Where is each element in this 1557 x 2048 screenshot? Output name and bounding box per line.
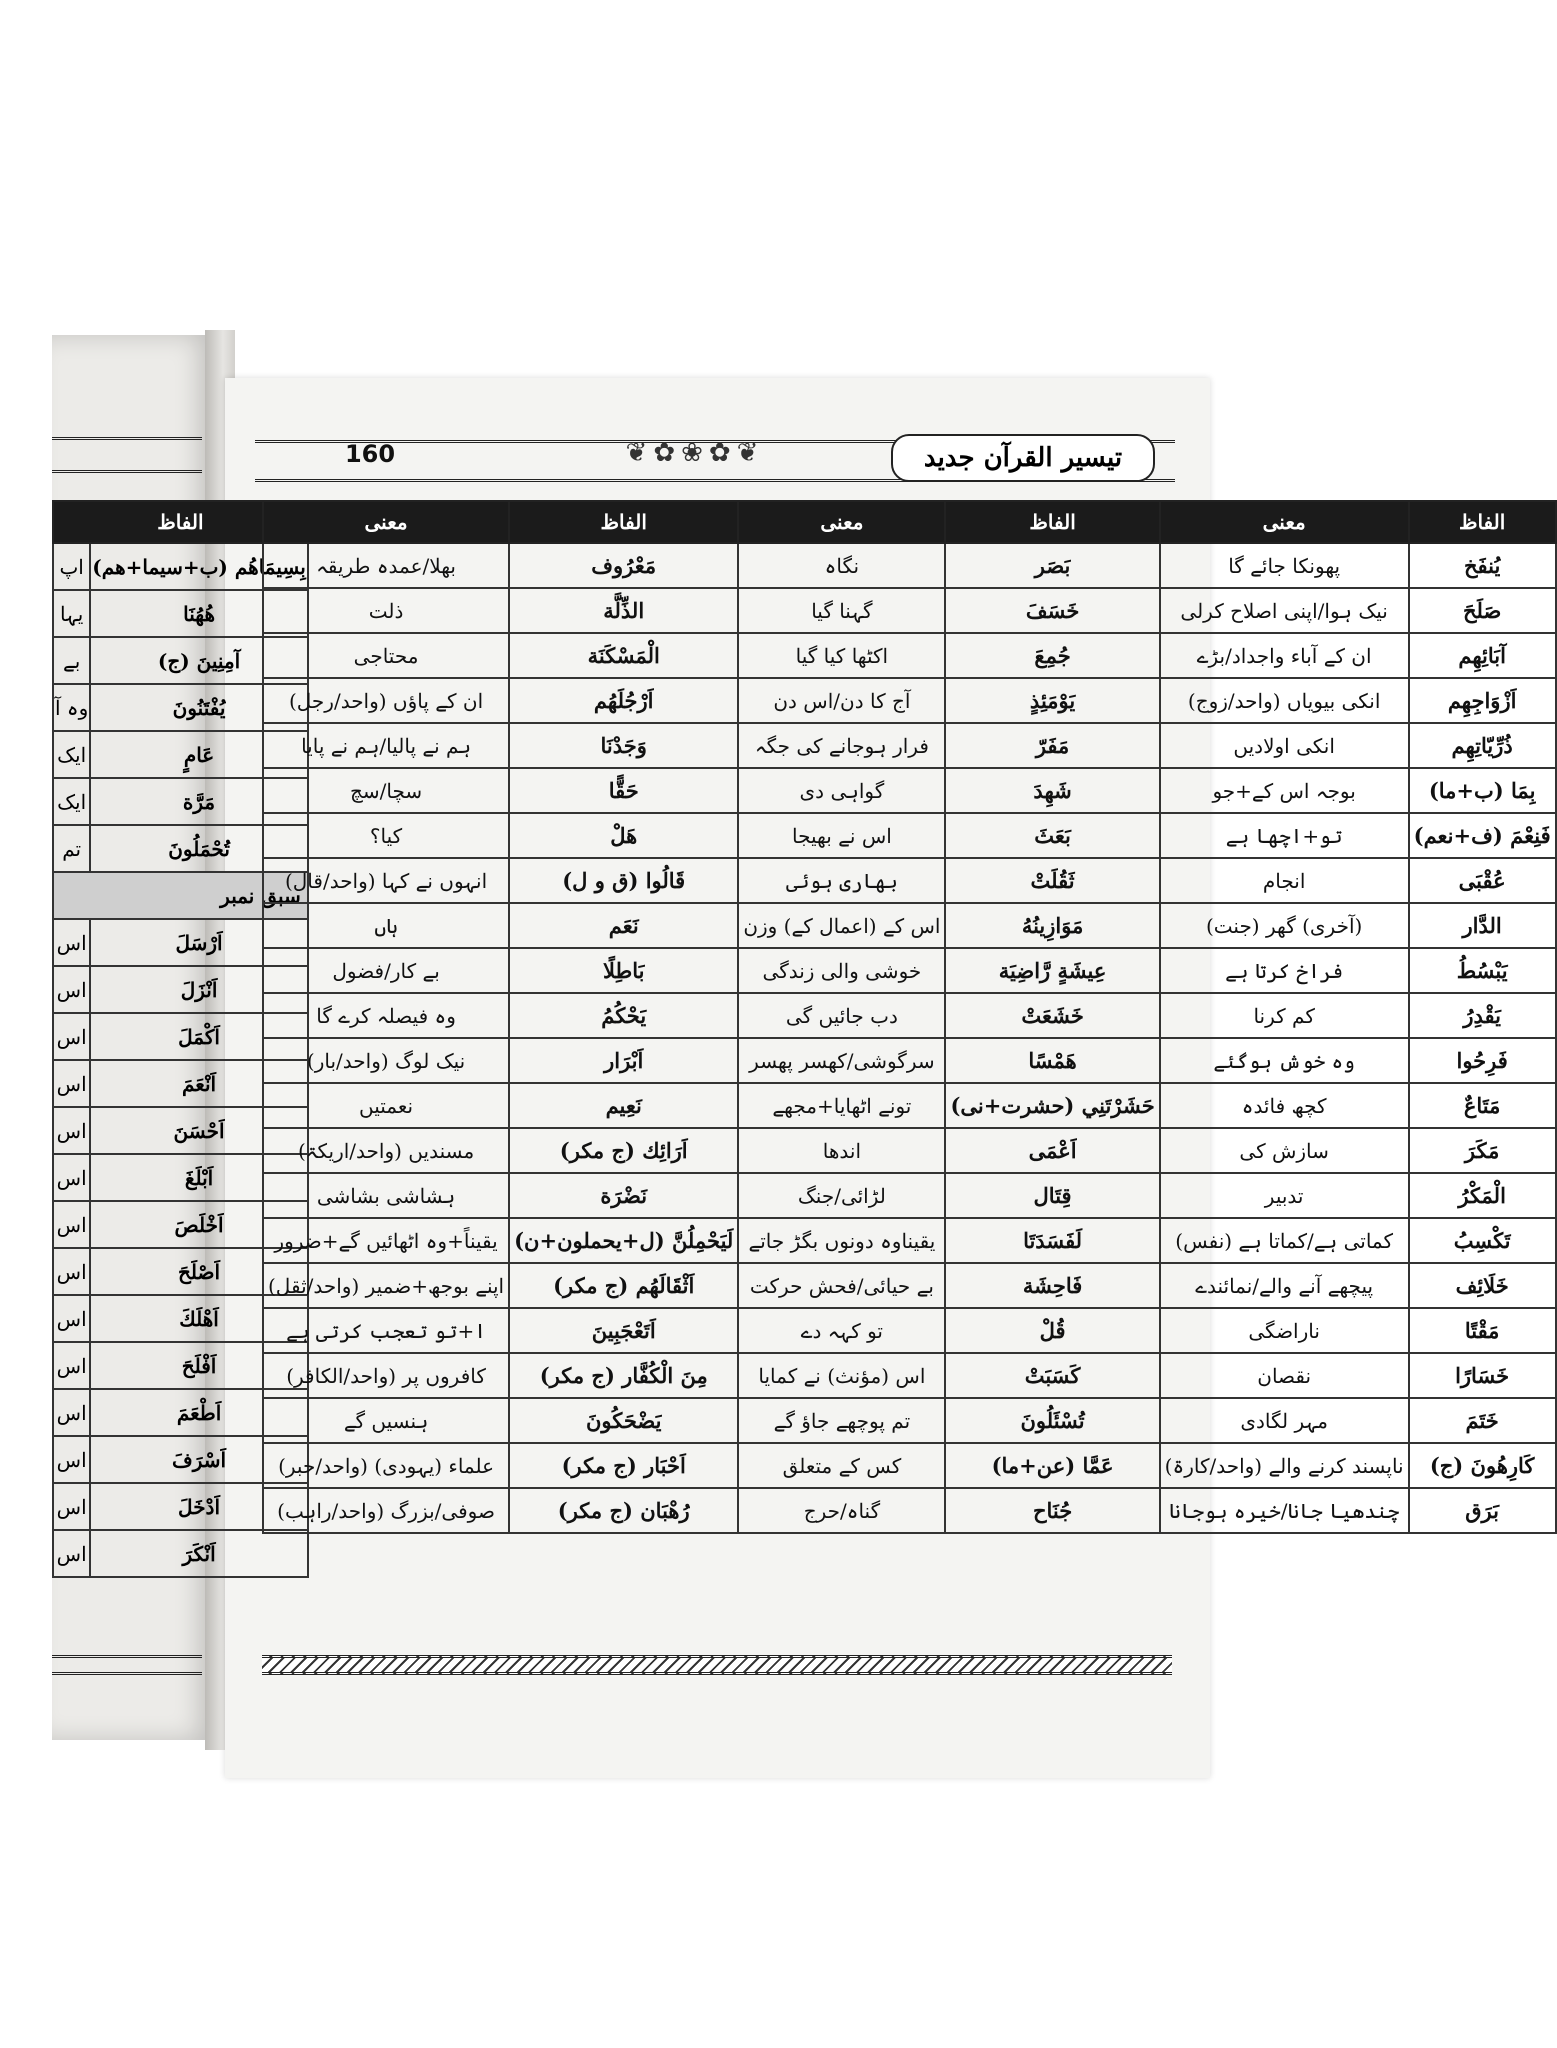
vocab-word: حَقًّا xyxy=(509,768,738,813)
table-row xyxy=(263,1308,1556,1353)
vocab-meaning: نعمتیں xyxy=(263,1083,509,1128)
vocab-word: تَكْسِبُ xyxy=(1409,1218,1556,1263)
vocab-word: جُنَاح xyxy=(945,1488,1159,1533)
vocab-word: ثَقُلَتْ xyxy=(945,858,1159,903)
vocab-word: مِنَ الْكُفَّار (ج مکر) xyxy=(509,1353,738,1398)
vocab-meaning: ناپسند کرنے والے (واحد/کارۃ) xyxy=(1160,1443,1409,1488)
vocab-meaning: سچا/سچ xyxy=(263,768,509,813)
vocab-word: خَسَارًا xyxy=(1409,1353,1556,1398)
table-row xyxy=(263,1038,1556,1083)
vocab-meaning: ہم نے پالیا/ہم نے پایا xyxy=(263,723,509,768)
vocab-meaning: آج کا دن/اس دن xyxy=(738,678,945,723)
table-row xyxy=(263,813,1556,858)
table-row xyxy=(263,1488,1556,1533)
table-row xyxy=(263,768,1556,813)
vocab-word: شَهِدَ xyxy=(945,768,1159,813)
vocab-word: يَضْحَكُونَ xyxy=(509,1398,738,1443)
vocab-meaning: صوفی/بزرگ (واحد/راہب) xyxy=(263,1488,509,1533)
vocab-meaning: کم کرنا xyxy=(1160,993,1409,1038)
left-vocab-meaning: اس xyxy=(53,1154,90,1201)
vocab-word: قَالُوا (ق و ل) xyxy=(509,858,738,903)
table-row xyxy=(263,903,1556,948)
vocab-meaning: تدبیر xyxy=(1160,1173,1409,1218)
table-row xyxy=(263,633,1556,678)
vocab-word: وَجَدْنَا xyxy=(509,723,738,768)
vocab-meaning: لڑائی/جنگ xyxy=(738,1173,945,1218)
vocab-word: نَضْرَة xyxy=(509,1173,738,1218)
left-vocab-meaning: اس xyxy=(53,1013,90,1060)
left-vocab-word: اَفْلَحَ xyxy=(90,1342,308,1389)
vocab-meaning: گناہ/حرج xyxy=(738,1488,945,1533)
vocab-meaning: خوشی والی زندگی xyxy=(738,948,945,993)
left-vocab-word: اَخْلَصَ xyxy=(90,1201,308,1248)
vocab-word: مَكَرَ xyxy=(1409,1128,1556,1173)
vocab-word: اَثْقَالَهُم (ج مکر) xyxy=(509,1263,738,1308)
vocab-word: بَصَر xyxy=(945,543,1159,588)
vocab-meaning: ذلت xyxy=(263,588,509,633)
vocab-meaning: انہوں نے کہا (واحد/قال) xyxy=(263,858,509,903)
vocab-word: خَتَمَ xyxy=(1409,1398,1556,1443)
vocab-word: الدَّار xyxy=(1409,903,1556,948)
left-vocab-meaning: ایک xyxy=(53,731,90,778)
left-vocab-meaning: اس xyxy=(53,1483,90,1530)
left-vocab-word: تُحْمَلُونَ xyxy=(90,825,308,872)
vocab-word: يَحْكُمُ xyxy=(509,993,738,1038)
vocab-word: بَاطِلًا xyxy=(509,948,738,993)
left-vocab-word: اَرْسَلَ xyxy=(90,919,308,966)
vocab-word: اَعْمَى xyxy=(945,1128,1159,1173)
left-vocab-meaning: اس xyxy=(53,1389,90,1436)
vocab-meaning: بے حیائی/فحش حرکت xyxy=(738,1263,945,1308)
vocab-word: بِمَا (ب+ما) xyxy=(1409,768,1556,813)
vocab-meaning: انکی بیویاں (واحد/زوج) xyxy=(1160,678,1409,723)
left-vocab-meaning: اس xyxy=(53,1201,90,1248)
floral-ornament-icon: ❦✿❀✿❦ xyxy=(625,438,765,468)
vocab-word: خَسَفَ xyxy=(945,588,1159,633)
vocab-word: خَلَائِف xyxy=(1409,1263,1556,1308)
vocab-meaning: سرگوشی/کھسر پھسر xyxy=(738,1038,945,1083)
vocab-word: فَاحِشَة xyxy=(945,1263,1159,1308)
left-vocab-meaning: وہ آ xyxy=(53,684,90,731)
left-vocab-word: اَدْخَلَ xyxy=(90,1483,308,1530)
vocab-meaning: بھاری ہوئی xyxy=(738,858,945,903)
vocab-word: اَتَعْجَبِينَ xyxy=(509,1308,738,1353)
vocab-meaning: اس (مؤنث) نے کمایا xyxy=(738,1353,945,1398)
vocab-meaning: کیا؟ xyxy=(263,813,509,858)
left-table-row xyxy=(53,1530,308,1577)
vocab-word: قِتَال xyxy=(945,1173,1159,1218)
vocab-meaning: محتاجی xyxy=(263,633,509,678)
table-row xyxy=(263,678,1556,723)
col-header-meaning-3: معنی xyxy=(263,501,509,543)
left-vocab-meaning: اس xyxy=(53,1295,90,1342)
vocab-meaning: ہشاشی بشاشی xyxy=(263,1173,509,1218)
vocab-word: هَلْ xyxy=(509,813,738,858)
vocab-word: يُنفَخ xyxy=(1409,543,1556,588)
vocab-meaning: انجام xyxy=(1160,858,1409,903)
left-vocab-meaning: یہا xyxy=(53,590,90,637)
left-vocab-word: آمِنِينَ (ج) xyxy=(90,637,308,684)
vocab-word: نَعَم xyxy=(509,903,738,948)
col-header-meaning-1: معنی xyxy=(1160,501,1409,543)
vocab-word: اَزْوَاجِهِم xyxy=(1409,678,1556,723)
left-vocab-meaning: اس xyxy=(53,1342,90,1389)
vocab-word: هَمْسًا xyxy=(945,1038,1159,1083)
vocab-meaning: کماتی ہے/کماتا ہے (نفس) xyxy=(1160,1218,1409,1263)
vocab-word: مَقْتًا xyxy=(1409,1308,1556,1353)
left-page-footer-band xyxy=(52,1655,202,1675)
vocab-word: يَبْسُطُ xyxy=(1409,948,1556,993)
table-row xyxy=(263,858,1556,903)
table-row xyxy=(263,588,1556,633)
vocab-word: الذِّلَّة xyxy=(509,588,738,633)
vocab-meaning: نیک لوگ (واحد/بار) xyxy=(263,1038,509,1083)
left-vocab-word: اَهْلَكَ xyxy=(90,1295,308,1342)
vocab-word: فَنِعْمَ (ف+نعم) xyxy=(1409,813,1556,858)
vocab-meaning: نقصان xyxy=(1160,1353,1409,1398)
page-number: 160 xyxy=(344,440,396,468)
vocab-word: مَوَازِينُهُ xyxy=(945,903,1159,948)
vocab-word: عَمَّا (عن+ما) xyxy=(945,1443,1159,1488)
vocab-word: نَعِيم xyxy=(509,1083,738,1128)
vocab-meaning: اپنے بوجھ+ضمیر (واحد/ثقل) xyxy=(263,1263,509,1308)
vocab-meaning: اس کے (اعمال کے) وزن xyxy=(738,903,945,948)
vocab-meaning: اس نے بھیجا xyxy=(738,813,945,858)
left-vocab-meaning: اس xyxy=(53,966,90,1013)
vocab-meaning: علماء (یہودی) (واحد/حبر) xyxy=(263,1443,509,1488)
vocab-meaning: ہنسیں گے xyxy=(263,1398,509,1443)
vocab-word: بَرَق xyxy=(1409,1488,1556,1533)
left-vocab-meaning: اس xyxy=(53,1060,90,1107)
book-title: تیسیر القرآن جدید xyxy=(891,434,1155,482)
left-vocab-word: هُهُنَا xyxy=(90,590,308,637)
vocab-meaning: یقیناوہ دونوں بگڑ جاتے xyxy=(738,1218,945,1263)
left-vocab-meaning: تم xyxy=(53,825,90,872)
vocab-meaning: نگاہ xyxy=(738,543,945,588)
vocab-meaning: مہر لگادی xyxy=(1160,1398,1409,1443)
vocab-word: كَسَبَتْ xyxy=(945,1353,1159,1398)
left-vocab-word: يُفْتَنُونَ xyxy=(90,684,308,731)
left-header-word: الفاظ xyxy=(53,501,308,543)
left-vocab-meaning: اپ xyxy=(53,543,90,590)
vocab-table xyxy=(262,500,1557,1534)
vocab-meaning: وہ فیصلہ کرے گا xyxy=(263,993,509,1038)
vocab-word: يَوْمَئِذٍ xyxy=(945,678,1159,723)
vocab-word: مَتَاعٌ xyxy=(1409,1083,1556,1128)
left-vocab-meaning: بے xyxy=(53,637,90,684)
vocab-word: مَفَرّ xyxy=(945,723,1159,768)
table-row xyxy=(263,723,1556,768)
vocab-meaning: ہاں xyxy=(263,903,509,948)
vocab-meaning: ناراضگی xyxy=(1160,1308,1409,1353)
vocab-word: اَرَائِك (ج مکر) xyxy=(509,1128,738,1173)
left-vocab-meaning: اس xyxy=(53,1530,90,1577)
left-vocab-meaning: اس xyxy=(53,1107,90,1154)
vocab-meaning: سازش کی xyxy=(1160,1128,1409,1173)
left-vocab-meaning: اس xyxy=(53,1436,90,1483)
vocab-meaning: کس کے متعلق xyxy=(738,1443,945,1488)
left-vocab-word: اَنْعَمَ xyxy=(90,1060,308,1107)
vocab-word: رُهْبَان (ج مکر) xyxy=(509,1488,738,1533)
left-vocab-word: عَامٍ xyxy=(90,731,308,778)
vocab-word: اَبْرَار xyxy=(509,1038,738,1083)
vocab-meaning: پھونکا جائے گا xyxy=(1160,543,1409,588)
left-vocab-word: بِسِيمَاهُم (ب+سیما+ھم) xyxy=(90,543,308,590)
vocab-word: خَشَعَتْ xyxy=(945,993,1159,1038)
left-page-header-band xyxy=(52,437,202,473)
vocab-word: حَشَرْتَنِي (حشرت+نی) xyxy=(945,1083,1159,1128)
vocab-meaning: چندھیا جانا/خیرہ ہوجانا xyxy=(1160,1488,1409,1533)
table-row xyxy=(263,1083,1556,1128)
vocab-meaning: بوجہ اس کے+جو xyxy=(1160,768,1409,813)
vocab-meaning: دب جائیں گی xyxy=(738,993,945,1038)
col-header-word-2: الفاظ xyxy=(945,501,1159,543)
vocab-word: اَرْجُلَهُم xyxy=(509,678,738,723)
table-row xyxy=(263,1263,1556,1308)
vocab-meaning: بھلا/عمدہ طریقہ xyxy=(263,543,509,588)
left-vocab-meaning: اس xyxy=(53,1248,90,1295)
vocab-word: جُمِعَ xyxy=(945,633,1159,678)
left-vocab-word: اَحْسَنَ xyxy=(90,1107,308,1154)
left-vocab-word: مَرَّة xyxy=(90,778,308,825)
vocab-meaning: وہ خوش ہوگئے xyxy=(1160,1038,1409,1083)
vocab-meaning: انکی اولادیں xyxy=(1160,723,1409,768)
table-row xyxy=(263,948,1556,993)
vocab-meaning: ان کے آباء واجداد/بڑے xyxy=(1160,633,1409,678)
vocab-word: عِيشَةٍ رَّاضِيَة xyxy=(945,948,1159,993)
vocab-meaning: بے کار/فضول xyxy=(263,948,509,993)
col-header-meaning-2: معنی xyxy=(738,501,945,543)
vocab-meaning: تو کہہ دے xyxy=(738,1308,945,1353)
table-row xyxy=(263,1443,1556,1488)
vocab-meaning: گہنا گیا xyxy=(738,588,945,633)
vocab-word: بَعَثَ xyxy=(945,813,1159,858)
vocab-meaning: کافروں پر (واحد/الکافر) xyxy=(263,1353,509,1398)
vocab-word: قُلْ xyxy=(945,1308,1159,1353)
left-vocab-meaning: اس xyxy=(53,919,90,966)
vocab-word: الْمَكْرُ xyxy=(1409,1173,1556,1218)
vocab-word: مَعْرُوف xyxy=(509,543,738,588)
table-row xyxy=(263,1353,1556,1398)
vocab-word: تُسْئَلُونَ xyxy=(945,1398,1159,1443)
table-row xyxy=(263,1128,1556,1173)
vocab-word: لَفَسَدَتَا xyxy=(945,1218,1159,1263)
left-vocab-word: اَنْزَلَ xyxy=(90,966,308,1013)
lesson-section-heading: سبق نمبر xyxy=(53,872,308,919)
vocab-meaning: فرار ہوجانے کی جگہ xyxy=(738,723,945,768)
vocab-meaning: ان کے پاؤں (واحد/رجل) xyxy=(263,678,509,723)
vocab-word: اَحْبَار (ج مکر) xyxy=(509,1443,738,1488)
vocab-meaning: تم پوچھے جاؤ گے xyxy=(738,1398,945,1443)
left-vocab-word: اَصْلَحَ xyxy=(90,1248,308,1295)
left-vocab-word: اَسْرَفَ xyxy=(90,1436,308,1483)
vocab-meaning: تو+اچھا ہے xyxy=(1160,813,1409,858)
vocab-word: آبَائِهِم xyxy=(1409,633,1556,678)
table-row xyxy=(263,543,1556,588)
table-row xyxy=(263,1218,1556,1263)
left-vocab-word: اَبْلَغَ xyxy=(90,1154,308,1201)
vocab-word: ذُرِّيّاتِهِم xyxy=(1409,723,1556,768)
vocab-meaning: یقیناً+وہ اٹھائیں گے+ضرور xyxy=(263,1218,509,1263)
left-vocab-word: اَكْمَلَ xyxy=(90,1013,308,1060)
vocab-meaning: نیک ہوا/اپنی اصلاح کرلی xyxy=(1160,588,1409,633)
left-vocab-word: اَنْكَرَ xyxy=(90,1530,308,1577)
vocab-meaning: کچھ فائدہ xyxy=(1160,1083,1409,1128)
vocab-meaning: ا+تو تعجب کرتی ہے xyxy=(263,1308,509,1353)
vocab-word: الْمَسْكَنَة xyxy=(509,633,738,678)
vocab-word: يَقْدِرُ xyxy=(1409,993,1556,1038)
vocab-meaning: مسندیں (واحد/اریکۃ) xyxy=(263,1128,509,1173)
vocab-meaning: پیچھے آنے والے/نمائندے xyxy=(1160,1263,1409,1308)
vocab-word: فَرِحُوا xyxy=(1409,1038,1556,1083)
vocab-meaning: اکٹھا کیا گیا xyxy=(738,633,945,678)
page-header xyxy=(255,432,1175,484)
table-row xyxy=(263,1173,1556,1218)
table-row xyxy=(263,1398,1556,1443)
vocab-meaning: تونے اٹھایا+مجھے xyxy=(738,1083,945,1128)
vocab-word: عُقْبَى xyxy=(1409,858,1556,903)
left-vocab-meaning: ایک xyxy=(53,778,90,825)
vocab-meaning: (آخری) گھر (جنت) xyxy=(1160,903,1409,948)
table-row xyxy=(263,993,1556,1038)
vocab-word: صَلَحَ xyxy=(1409,588,1556,633)
vocab-meaning: گواہی دی xyxy=(738,768,945,813)
vocab-word: كَارِهُونَ (ج) xyxy=(1409,1443,1556,1488)
vocab-meaning: اندھا xyxy=(738,1128,945,1173)
left-vocab-word: اَطْعَمَ xyxy=(90,1389,308,1436)
page-footer-border xyxy=(262,1655,1172,1675)
vocab-meaning: فراخ کرتا ہے xyxy=(1160,948,1409,993)
col-header-word-3: الفاظ xyxy=(509,501,738,543)
vocab-word: لَيَحْمِلُنَّ (ل+یحملون+ن) xyxy=(509,1218,738,1263)
col-header-word-1: الفاظ xyxy=(1409,501,1556,543)
